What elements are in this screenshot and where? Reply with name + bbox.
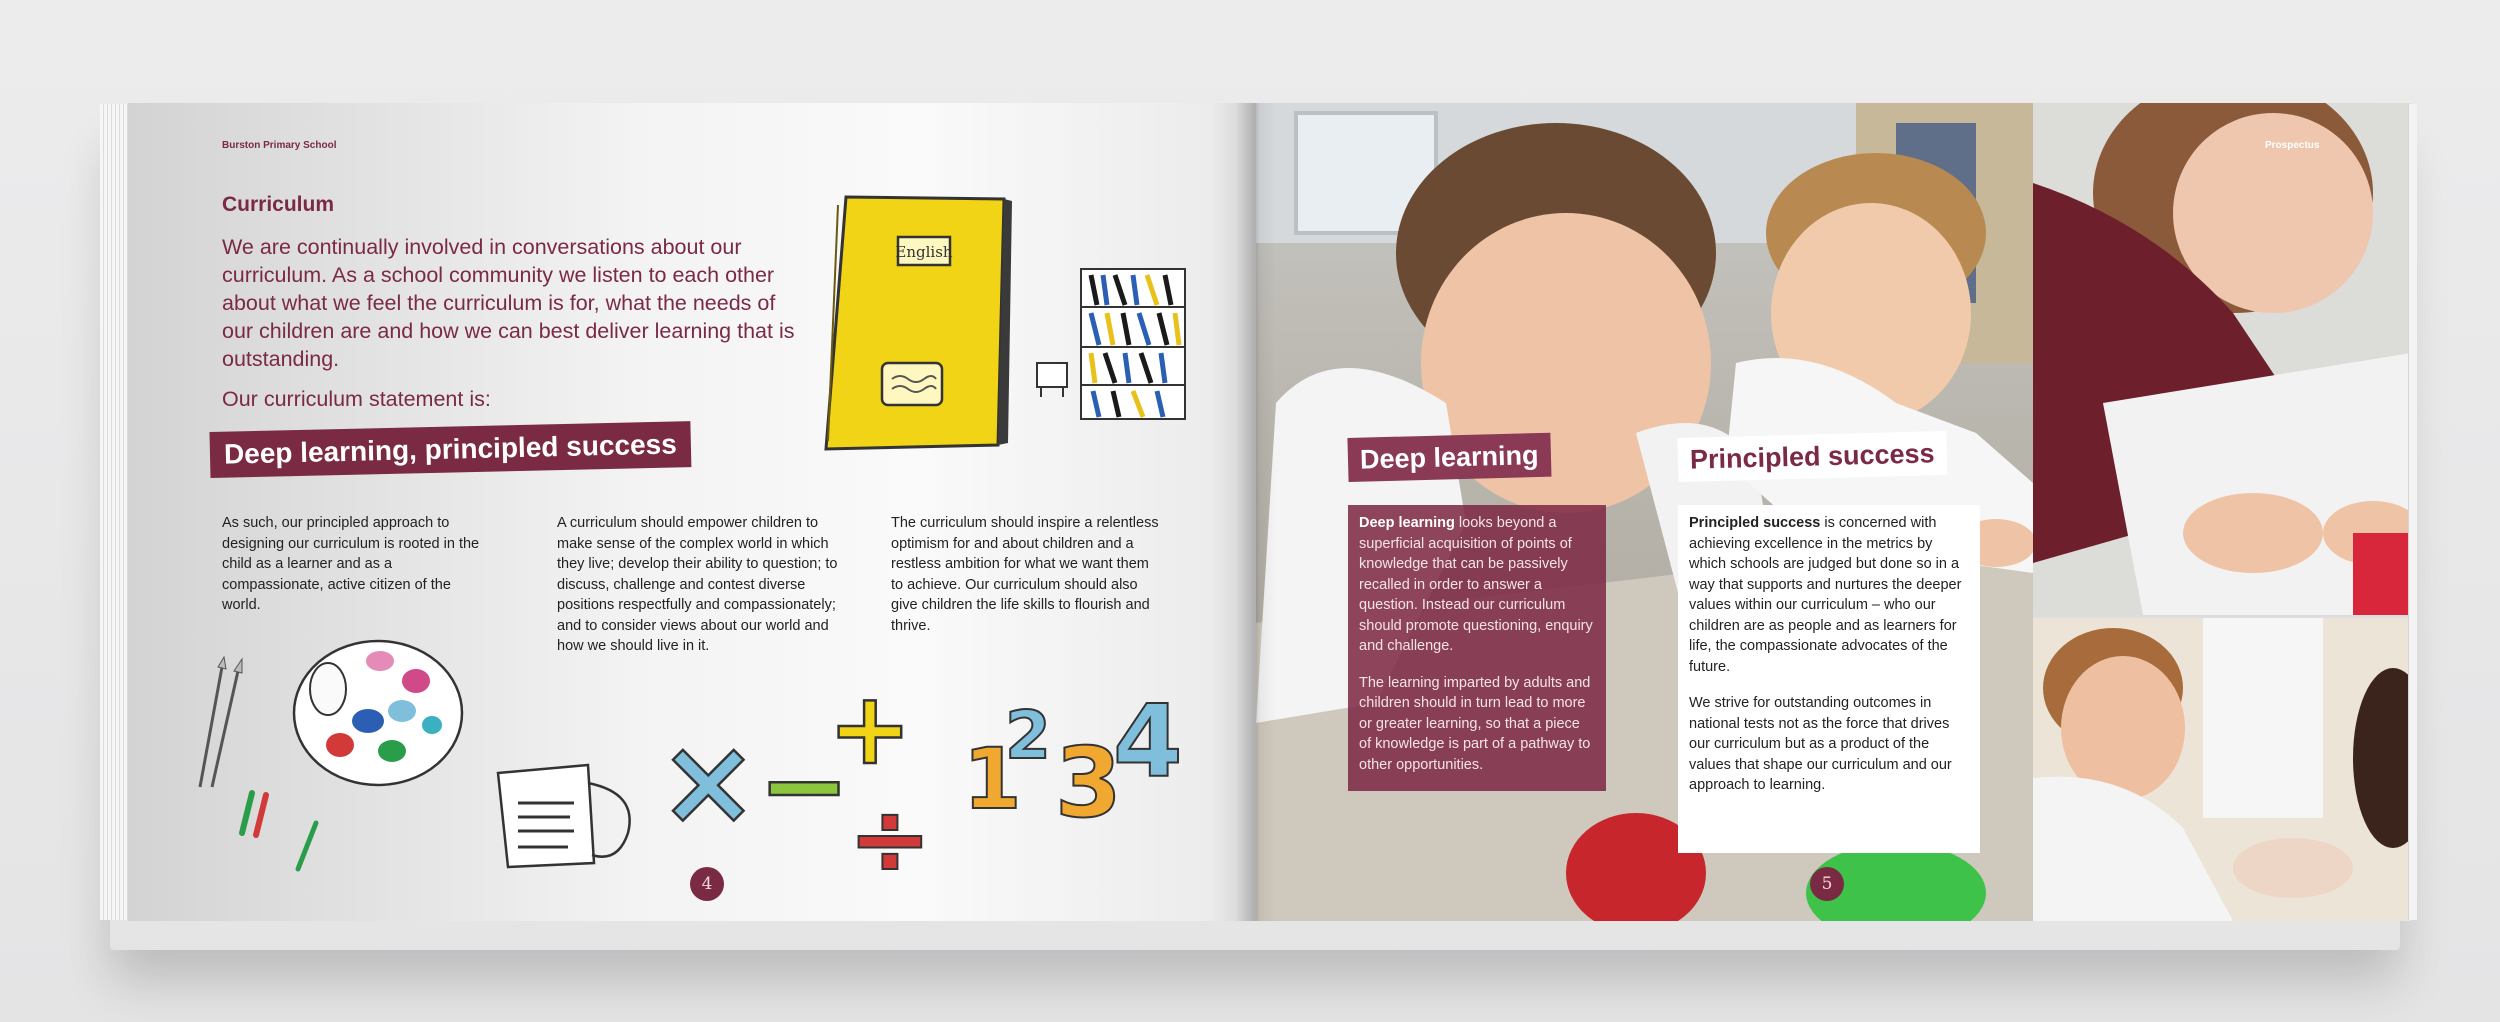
deep-learning-text: looks beyond a superficial acquisition of points of knowledge that can be passively recalled in order to answer a question. Instead our curriculum should promote questioning, enquiry and challenge.: [1359, 515, 1593, 654]
intro-paragraph: We are continually involved in conversations about our curriculum. As a school community we listen to each other about what we feel the curriculum is for, what the needs of our children are and how we can best deliver learning that is outstanding.: [222, 235, 795, 371]
text-column-3: The curriculum should inspire a relentless optimism for and about children and a restless ambition for what we want them to achieve. Our curriculum should also give children the life skills to flourish and thrive.: [891, 515, 1159, 634]
number-two: 2: [1005, 697, 1051, 774]
number-three: 3: [1055, 727, 1122, 838]
principled-success-paragraph-1: [1689, 513, 1969, 677]
deep-learning-paragraph-2: The learning imparted by adults and children should in turn lead to more or greater learning, so that a piece of knowledge is part of a pathway to other opportunities.: [1359, 674, 1591, 773]
running-head-left: Burston Primary School: [222, 140, 337, 151]
times-symbol: ×: [658, 713, 759, 852]
plus-symbol: +: [828, 683, 912, 787]
maths-symbols-drawing: [648, 683, 968, 883]
photo-girl-drawing-illustration: [2033, 103, 2411, 615]
left-page: [128, 103, 1256, 921]
bookshelf-drawing: [1033, 263, 1203, 423]
principled-success-panel: [1678, 505, 1980, 853]
deep-learning-lead: Deep learning: [1359, 515, 1455, 531]
principled-success-banner: Principled success: [1677, 431, 1947, 482]
running-head-right: Prospectus: [2265, 140, 2320, 151]
water-jug-drawing: [488, 753, 648, 873]
principled-success-text: is concerned with achieving excellence in the metrics by which schools are judged but done so in a way that supports and nurtures the deeper values within our curriculum – who our children are as people and as learners for life, the compassionate advocates of the future.: [1689, 515, 1962, 675]
number-one: 1: [963, 730, 1022, 828]
curriculum-statement-banner: Deep learning, principled success: [209, 421, 691, 478]
english-book-drawing: [818, 191, 1018, 461]
crayons-drawing: [218, 783, 348, 883]
deep-learning-panel: [1348, 505, 1606, 791]
principled-success-paragraph-2: We strive for outstanding outcomes in national tests not as the force that drives our curriculum but as a product of the values that shape our curriculum and our approach to learning.: [1689, 695, 1952, 793]
principled-success-lead: Principled success: [1689, 515, 1821, 531]
paintbrush-drawing: [178, 653, 258, 793]
number-four: 4: [1113, 683, 1183, 800]
minus-symbol: −: [758, 721, 851, 849]
english-book-label: English: [895, 243, 953, 261]
page-number-left: 4: [690, 867, 724, 901]
photo-girl-drawing: [2033, 103, 2411, 615]
divide-symbol: ÷: [848, 780, 932, 883]
paint-palette-drawing: [288, 633, 468, 793]
page-number-right: 5: [1810, 867, 1844, 901]
photo-boy-working: [2033, 618, 2411, 921]
statement-lead: Our curriculum statement is:: [222, 387, 491, 411]
section-title: Curriculum: [222, 193, 335, 216]
right-page: [1256, 103, 2411, 921]
right-page-edge: [2408, 104, 2417, 920]
numbers-drawing: [963, 668, 1193, 838]
deep-learning-paragraph-1: [1359, 513, 1595, 657]
text-column-2: A curriculum should empower children to make sense of the complex world in which they live; develop their ability to question; to discuss, challenge and contest diverse positions respectfully and compassionately; and to consider views about our world and how we should live in it.: [557, 515, 838, 654]
deep-learning-banner: Deep learning: [1347, 433, 1551, 482]
text-column-1: As such, our principled approach to designing our curriculum is rooted in the child as a learner and as a compassionate, active citizen of the world.: [222, 515, 480, 613]
photo-boy-working-illustration: [2033, 618, 2411, 921]
page-edges: [100, 104, 130, 920]
